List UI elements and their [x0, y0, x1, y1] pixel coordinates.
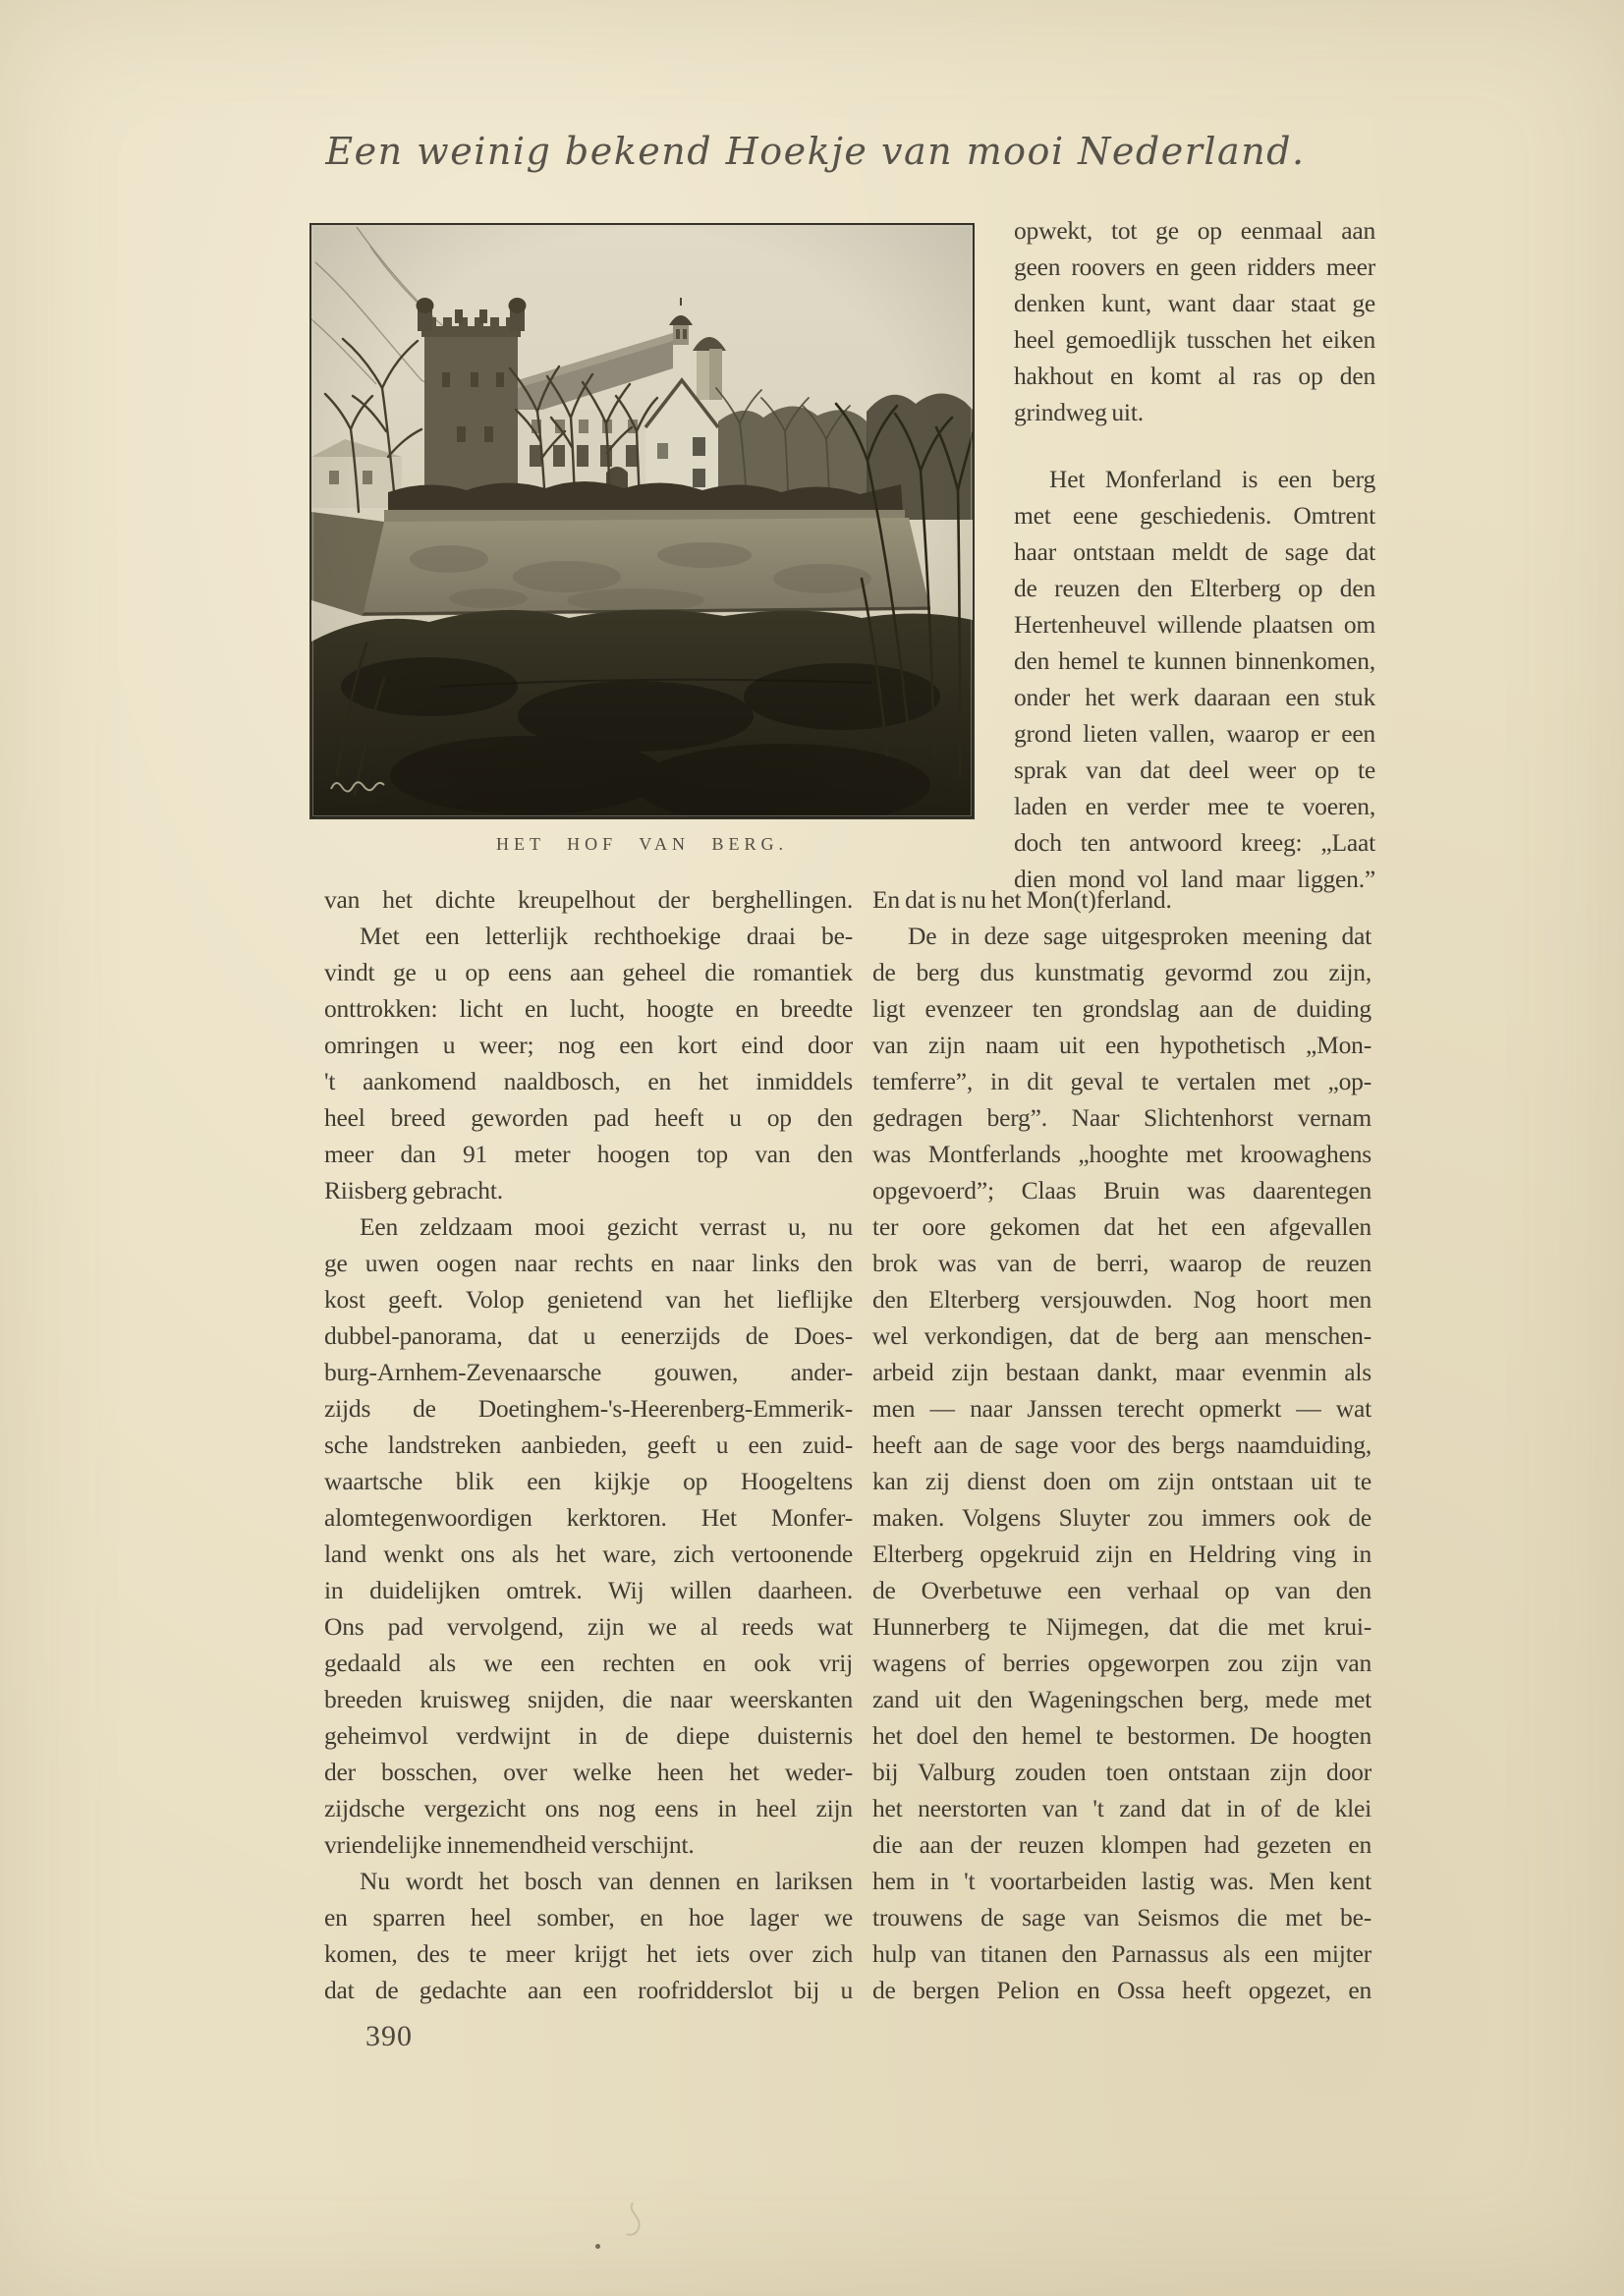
text-line: der bosschen, over welke heen het weder- [324, 1758, 853, 1786]
text-line: dien mond vol land maar liggen.” [1014, 865, 1375, 893]
text-line: heel gemoedlijk tusschen het eiken [1014, 325, 1375, 354]
paper-speck [595, 2244, 600, 2249]
text-line: het doel den hemel te bestormen. De hoogten [872, 1721, 1372, 1750]
paper-scratch-mark [619, 2191, 658, 2250]
text-line: geen roovers en geen ridders meer [1014, 252, 1375, 281]
text-line: haar ontstaan meldt de sage dat [1014, 537, 1375, 566]
text-line: opgevoerd”; Claas Bruin was daarentegen [872, 1176, 1372, 1204]
text-line: gedragen berg”. Naar Slichtenhorst vernam [872, 1103, 1372, 1132]
text-line: kost geeft. Volop genietend van het lieflijke [324, 1285, 853, 1314]
text-line: trouwens de sage van Seismos die met be- [872, 1903, 1372, 1932]
text-line: Hertenheuvel willende plaatsen om [1014, 610, 1375, 639]
text-line: kan zij dienst doen om zijn ontstaan uit te [872, 1467, 1372, 1495]
text-line: waartsche blik een kijkje op Hoogeltens [324, 1467, 853, 1495]
text-line: van zijn naam uit een hypothetisch „Mon- [872, 1031, 1372, 1059]
text-line: doch ten antwoord kreeg: „Laat [1014, 828, 1375, 857]
text-line: van het dichte kreupelhout der berghellingen. [324, 885, 853, 914]
text-line: Met een letterlijk rechthoekige draai be- [360, 922, 853, 950]
text-line: men — naar Janssen terecht opmerkt — wat [872, 1394, 1372, 1423]
text-line: den hemel te kunnen binnenkomen, [1014, 646, 1375, 675]
text-line: maken. Volgens Sluyter zou immers ook de [872, 1503, 1372, 1532]
text-line: grindweg uit. [1014, 398, 1144, 426]
text-line: met eene geschiedenis. Omtrent [1014, 501, 1375, 530]
text-line: hulp van titanen den Parnassus als een mijter [872, 1939, 1372, 1968]
text-line: sche landstreken aanbieden, geeft u een zuid- [324, 1430, 853, 1459]
text-line: de berg dus kunstmatig gevormd zou zijn, [872, 958, 1372, 986]
page-title: Een weinig bekend Hoekje van mooi Nederland. [325, 130, 1306, 173]
text-line: dat de gedachte aan een roofridderslot bij u [324, 1976, 853, 2004]
text-line: 't aankomend naaldbosch, en het inmiddels [324, 1067, 853, 1095]
text-line: brok was van de berri, waarop de reuzen [872, 1249, 1372, 1277]
text-line: breeden kruisweg snijden, die naar weerskanten [324, 1685, 853, 1713]
photo-caption: HET HOF VAN BERG. [495, 834, 789, 854]
text-line: alomtegenwoordigen kerktoren. Het Monfer- [324, 1503, 853, 1532]
text-line: ligt evenzeer ten grondslag aan de duiding [872, 994, 1372, 1023]
text-line: de reuzen den Elterberg op den [1014, 574, 1375, 602]
text-line: en sparren heel somber, en hoe lager we [324, 1903, 853, 1932]
text-line: opwekt, tot ge op eenmaal aan [1014, 216, 1375, 245]
text-line: ter oore gekomen dat het een afgevallen [872, 1212, 1372, 1241]
text-line: Ons pad vervolgend, zijn we al reeds wat [324, 1612, 853, 1641]
text-line: arbeid zijn bestaan dankt, maar evenmin als [872, 1358, 1372, 1386]
castle-photo [309, 223, 975, 819]
column-left [324, 881, 853, 2008]
text-line: Een zeldzaam mooi gezicht verrast u, nu [360, 1212, 853, 1241]
column-right-narrow [1014, 212, 1375, 897]
text-line: in duidelijken omtrek. Wij willen daarheen. [324, 1576, 853, 1604]
text-line: ge uwen oogen naar rechts en naar links den [324, 1249, 853, 1277]
text-line: meer dan 91 meter hoogen top van den [324, 1140, 853, 1168]
column-right-wide [872, 881, 1372, 2008]
text-line: dubbel-panorama, dat u eenerzijds de Does- [324, 1321, 853, 1350]
castle-photo-illustration [311, 225, 973, 817]
text-line: onder het werk daaraan een stuk [1014, 683, 1375, 711]
text-line: vindt ge u op eens aan geheel die romantiek [324, 958, 853, 986]
text-line: zand uit den Wageningschen berg, mede met [872, 1685, 1372, 1713]
text-line: denken kunt, want daar staat ge [1014, 289, 1375, 317]
text-line: bij Valburg zouden toen ontstaan zijn door [872, 1758, 1372, 1786]
text-line: hem in 't voortarbeiden lastig was. Men kent [872, 1867, 1372, 1895]
text-line: wel verkondigen, dat de berg aan menschen- [872, 1321, 1372, 1350]
page-number: 390 [365, 2020, 413, 2052]
text-line: Riisberg gebracht. [324, 1176, 503, 1204]
text-line: sprak van dat deel weer op te [1014, 756, 1375, 784]
text-line: hakhout en komt al ras op den [1014, 362, 1375, 390]
text-line: heel breed geworden pad heeft u op den [324, 1103, 853, 1132]
text-line: Het Monferland is een berg [1049, 465, 1375, 493]
text-line: De in deze sage uitgesproken meening dat [908, 922, 1372, 950]
text-line: zijdsche vergezicht ons nog eens in heel zijn [324, 1794, 853, 1822]
text-line: het neerstorten van 't zand dat in of de klei [872, 1794, 1372, 1822]
text-line: komen, des te meer krijgt het iets over zich [324, 1939, 853, 1968]
text-line: geheimvol verdwijnt in de diepe duisternis [324, 1721, 853, 1750]
text-line: land wenkt ons als het ware, zich vertoonende [324, 1540, 853, 1568]
text-line: zijds de Doetinghem-'s-Heerenberg-Emmerik- [324, 1394, 853, 1423]
text-line: onttrokken: licht en lucht, hoogte en breedte [324, 994, 853, 1023]
text-line: Hunnerberg te Nijmegen, dat die met krui- [872, 1612, 1372, 1641]
text-line: Elterberg opgekruid zijn en Heldring ving in [872, 1540, 1372, 1568]
text-line: Nu wordt het bosch van dennen en lariksen [360, 1867, 853, 1895]
text-line: temferre”, in dit geval te vertalen met „op- [872, 1067, 1372, 1095]
text-line: gedaald als we een rechten en ook vrij [324, 1649, 853, 1677]
text-line: heeft aan de sage voor des bergs naamduiding, [872, 1430, 1372, 1459]
text-line: burg-Arnhem-Zevenaarsche gouwen, ander- [324, 1358, 853, 1386]
text-line: de bergen Pelion en Ossa heeft opgezet, en [872, 1976, 1372, 2004]
text-line: omringen u weer; nog een kort eind door [324, 1031, 853, 1059]
text-line: was Montferlands „hooghte met kroowaghens [872, 1140, 1372, 1168]
text-line: die aan der reuzen klompen had gezeten en [872, 1830, 1372, 1859]
text-line: En dat is nu het Mon(t)ferland. [872, 885, 1172, 914]
text-line: den Elterberg versjouwden. Nog hoort men [872, 1285, 1372, 1314]
text-line: vriendelijke innemendheid verschijnt. [324, 1830, 695, 1859]
text-line: wagens of berries opgeworpen zou zijn van [872, 1649, 1372, 1677]
text-line: grond lieten vallen, waarop er een [1014, 719, 1375, 748]
text-line: laden en verder mee te voeren, [1014, 792, 1375, 820]
text-line: de Overbetuwe een verhaal op van den [872, 1576, 1372, 1604]
